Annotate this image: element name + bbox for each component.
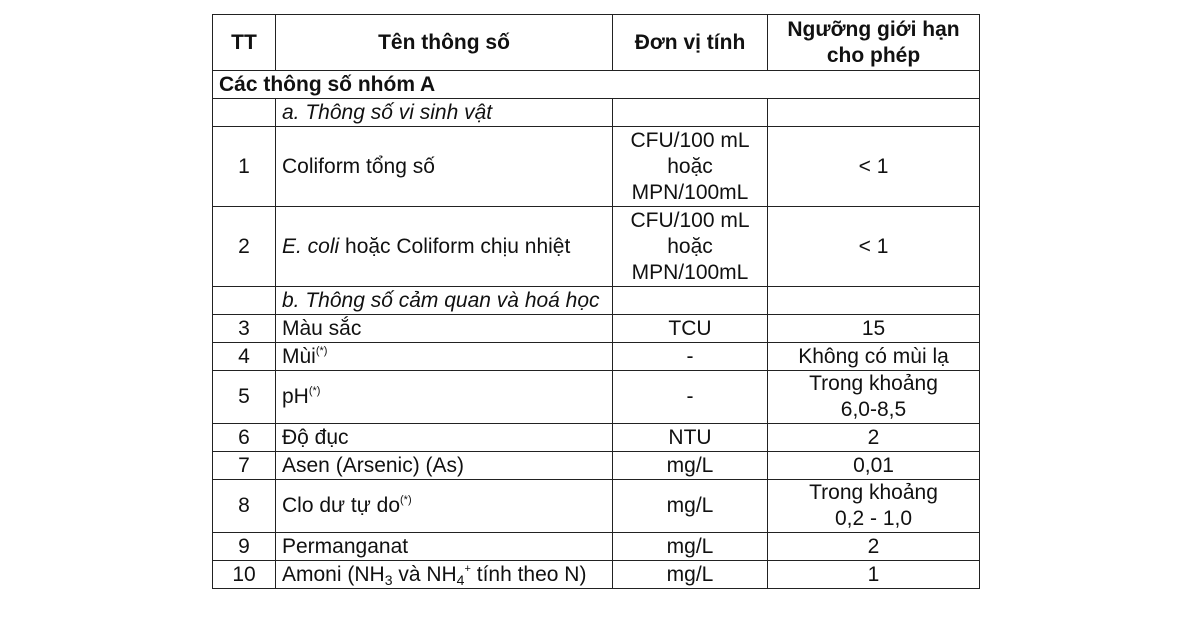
row-limit: 0,01 [768, 452, 980, 480]
row-unit: TCU [613, 315, 768, 343]
table-row [213, 480, 980, 533]
row-tt: 9 [213, 533, 276, 561]
row-tt: 10 [213, 561, 276, 589]
table-row [213, 561, 980, 589]
limit-line: Trong khoảng [809, 481, 938, 504]
row-tt: 6 [213, 424, 276, 452]
table-cell [213, 99, 276, 127]
row-unit: mg/L [613, 533, 768, 561]
row-limit: 2 [768, 424, 980, 452]
table-row [213, 127, 980, 207]
limit-line: 6,0-8,5 [840, 398, 907, 421]
section-a-label: a. Thông số vi sinh vật [276, 99, 613, 127]
row-name-text: Clo dư tự do [282, 494, 401, 517]
row-name: Độ đục [276, 424, 613, 452]
row-tt: 4 [213, 343, 276, 371]
header-name: Tên thông số [276, 15, 613, 71]
row-tt: 8 [213, 480, 276, 533]
row-name-part: và NH [392, 562, 457, 586]
footnote-marker: (*) [308, 385, 321, 397]
table-row [213, 207, 980, 287]
row-name-part: tính theo N) [470, 562, 587, 586]
table-cell [213, 287, 276, 315]
row-name: Asen (Arsenic) (As) [276, 452, 613, 480]
section-b-row [213, 287, 980, 315]
row-name: Coliform tổng số [276, 127, 613, 207]
section-b-label: b. Thông số cảm quan và hoá học [276, 287, 613, 315]
footnote-marker: (*) [315, 344, 328, 357]
row-tt: 5 [213, 371, 276, 424]
row-unit: mg/L [613, 480, 768, 533]
row-limit: < 1 [768, 127, 980, 207]
row-name-text: pH [282, 385, 309, 408]
unit-line: MPN/100mL [631, 260, 749, 284]
header-tt: TT [213, 15, 276, 71]
header-unit: Đơn vị tính [613, 15, 768, 71]
table-cell [613, 99, 768, 127]
header-limit-line1: Ngưỡng giới hạn [787, 17, 960, 41]
unit-line: MPN/100mL [631, 180, 749, 204]
row-name: Permanganat [276, 533, 613, 561]
row-limit: Không có mùi lạ [768, 343, 980, 371]
row-name-italic: E. coli [282, 234, 340, 258]
row-name-part: Amoni (NH [282, 562, 385, 586]
unit-line: hoặc [667, 234, 713, 258]
table-row [213, 315, 980, 343]
subscript: 3 [384, 571, 393, 588]
row-unit: mg/L [613, 561, 768, 589]
row-tt: 2 [213, 207, 276, 287]
row-tt: 3 [213, 315, 276, 343]
limit-line: 0,2 - 1,0 [834, 507, 913, 530]
row-name [276, 561, 613, 589]
row-name [276, 207, 613, 287]
table-cell [613, 287, 768, 315]
row-unit [613, 207, 768, 287]
row-limit [768, 371, 980, 424]
row-tt: 1 [213, 127, 276, 207]
row-limit: 15 [768, 315, 980, 343]
row-limit [768, 480, 980, 533]
header-limit [768, 15, 980, 71]
table-cell [768, 99, 980, 127]
water-quality-table [212, 14, 980, 589]
footnote-marker: (*) [400, 494, 412, 506]
table-row [213, 452, 980, 480]
table-cell [768, 287, 980, 315]
row-name [276, 371, 613, 424]
row-limit: 1 [768, 561, 980, 589]
row-unit [613, 127, 768, 207]
row-name-text: Mùi [282, 344, 316, 368]
row-unit: NTU [613, 424, 768, 452]
row-limit: < 1 [768, 207, 980, 287]
unit-line: CFU/100 mL [630, 208, 750, 232]
unit-line: CFU/100 mL [630, 128, 750, 152]
limit-line: Trong khoảng [809, 372, 938, 395]
section-a-row [213, 99, 980, 127]
row-name: Màu sắc [276, 315, 613, 343]
row-name [276, 343, 613, 371]
row-name-rest: hoặc Coliform chịu nhiệt [339, 234, 571, 258]
table-row [213, 343, 980, 371]
row-unit: - [613, 343, 768, 371]
row-unit: - [613, 371, 768, 424]
table-row [213, 371, 980, 424]
row-limit: 2 [768, 533, 980, 561]
row-tt: 7 [213, 452, 276, 480]
group-a-row [213, 71, 980, 99]
table-header-row [213, 15, 980, 71]
unit-line: hoặc [667, 154, 713, 178]
row-name [276, 480, 613, 533]
header-limit-line2: cho phép [826, 43, 921, 67]
superscript: + [464, 562, 471, 575]
group-a-label: Các thông số nhóm A [213, 71, 980, 99]
table-row [213, 533, 980, 561]
row-unit: mg/L [613, 452, 768, 480]
subscript: 4 [456, 571, 465, 588]
table-row [213, 424, 980, 452]
